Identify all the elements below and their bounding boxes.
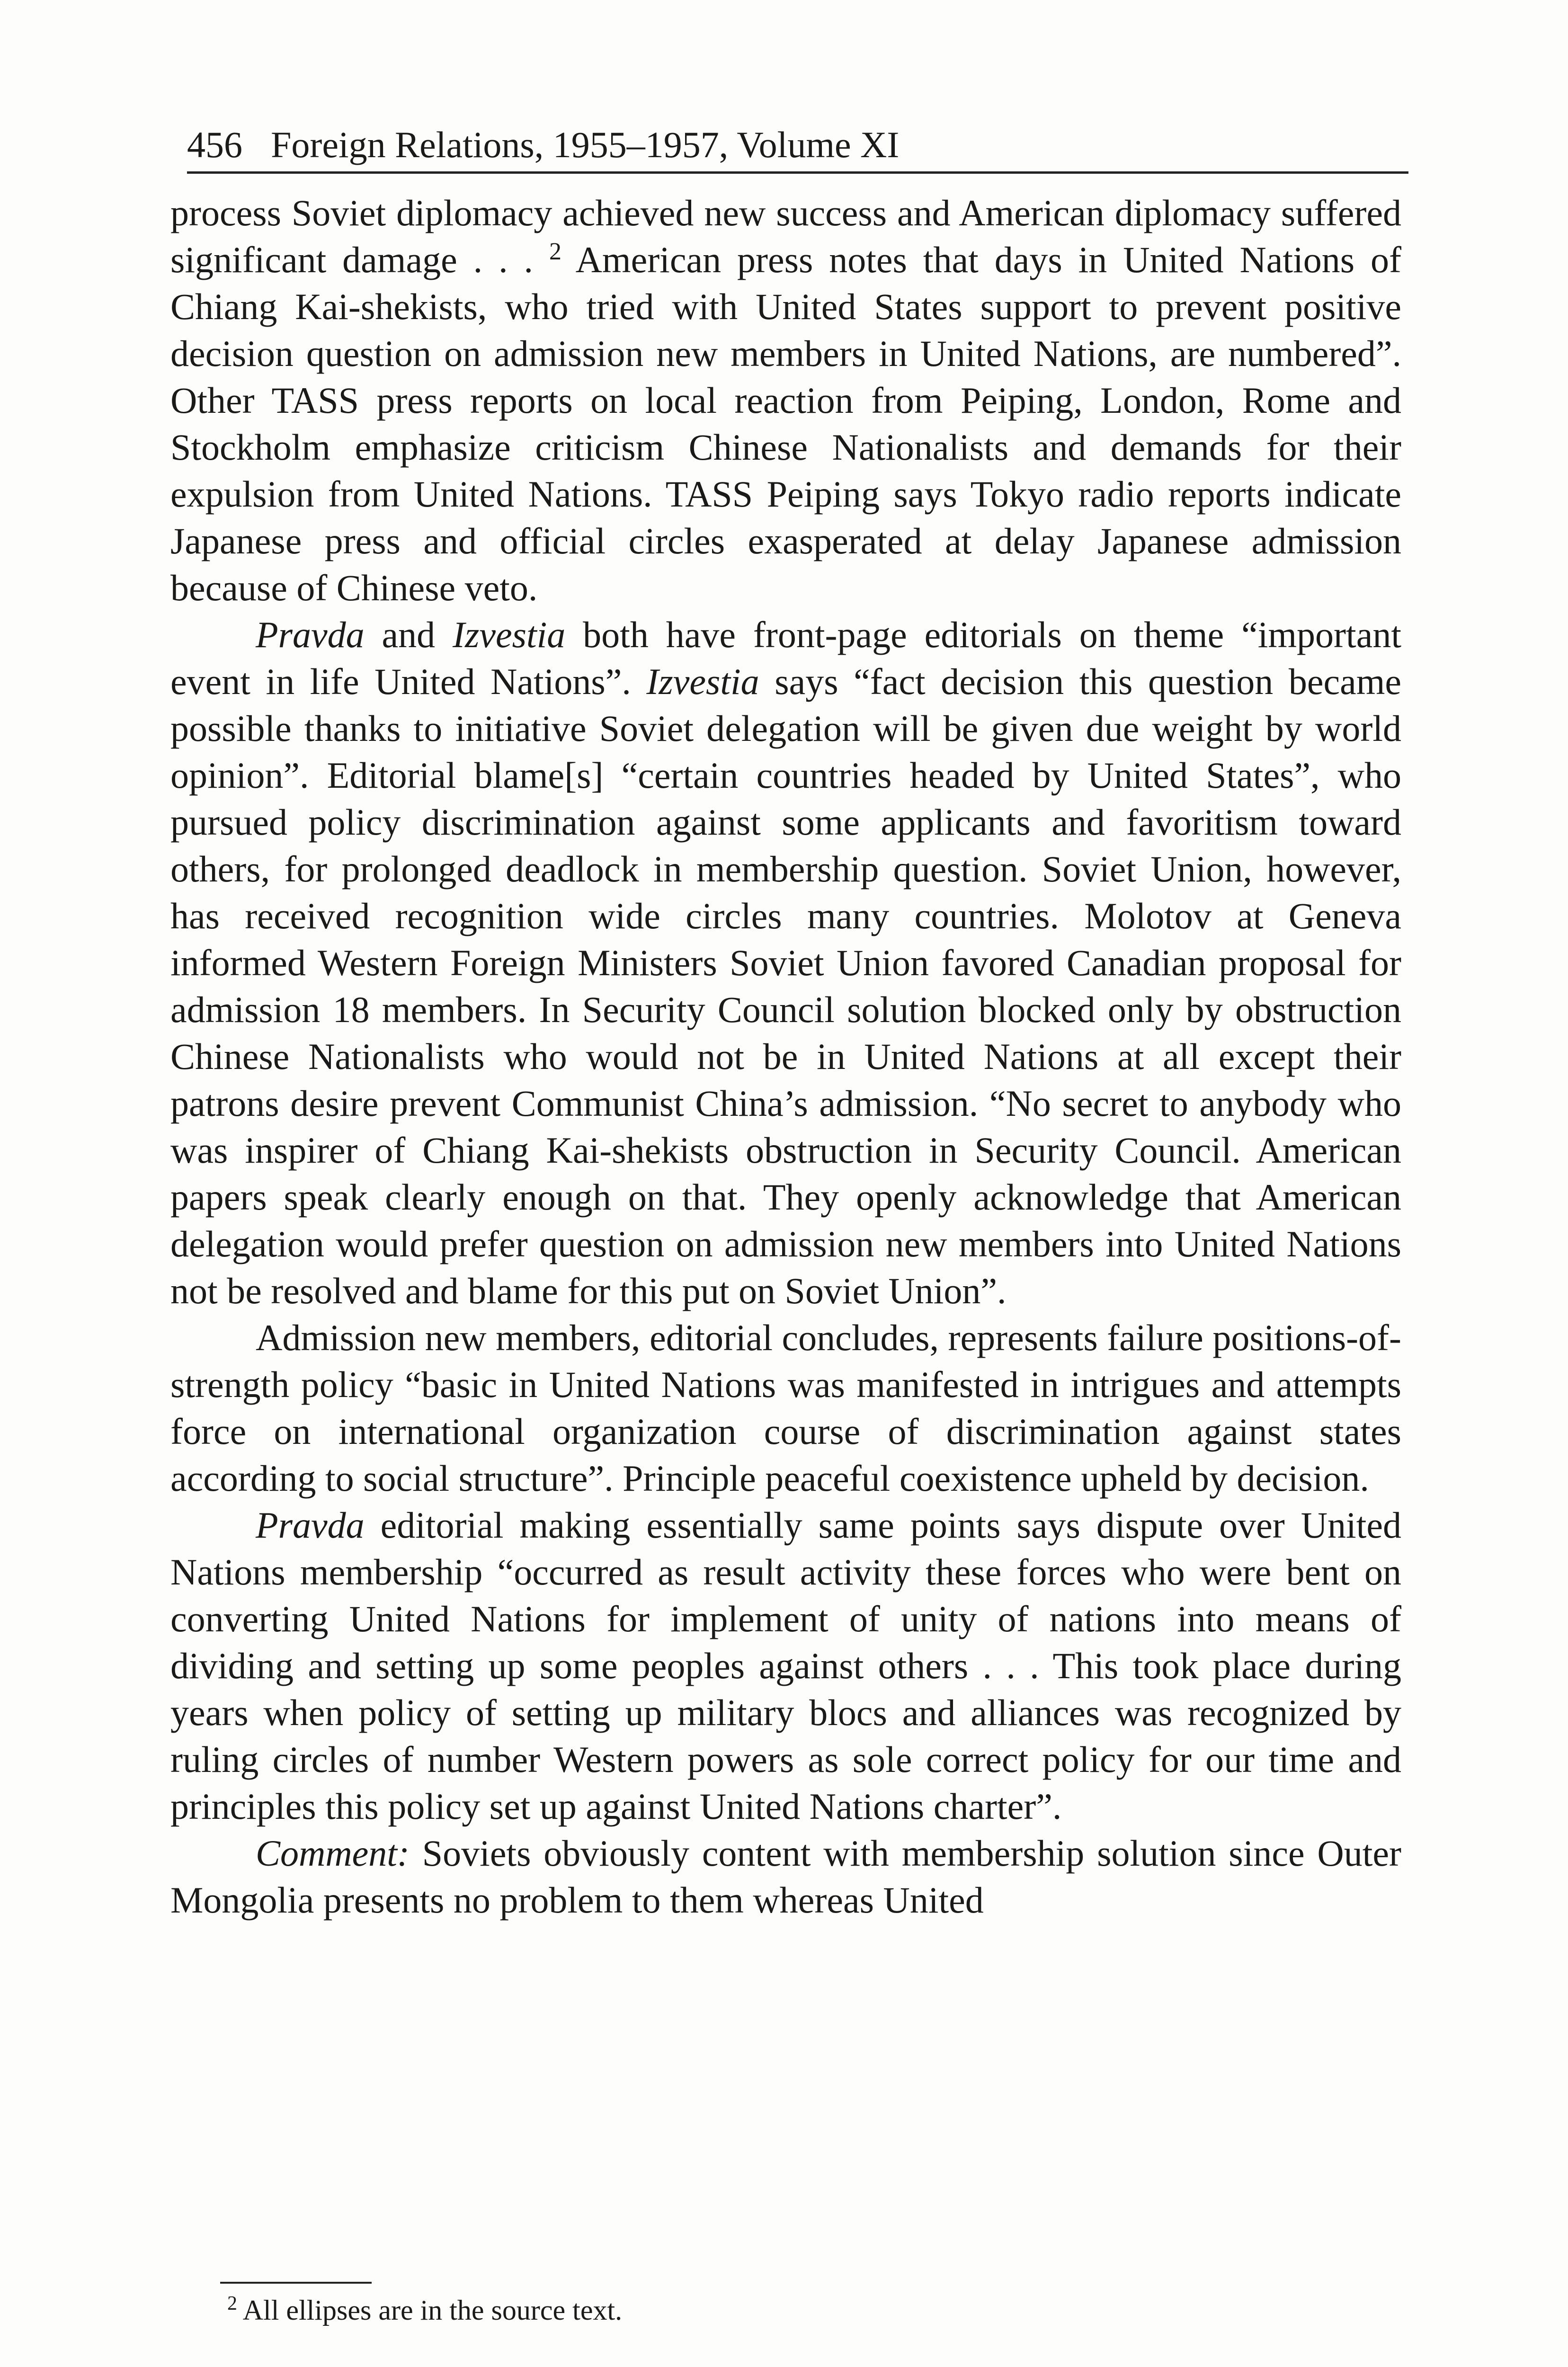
publication-name: Izvestia	[646, 661, 759, 702]
running-title: Foreign Relations, 1955–1957, Volume XI	[271, 124, 900, 165]
footnote-marker: 2	[227, 2293, 237, 2314]
publication-name: Pravda	[256, 1504, 365, 1546]
footnote-divider	[220, 2282, 372, 2284]
page-number: 456	[187, 124, 242, 165]
body-text	[170, 189, 1401, 1923]
footnote-text: All ellipses are in the source text.	[242, 2295, 623, 2326]
comment-label: Comment:	[256, 1833, 410, 1874]
paragraph-1: process Soviet diplomacy achieved new success and American diplomacy suffered significant damage . . . $^2$ American press notes that days in United Nations of Chiang Kai-shekists, who tried with United States support to prevent positive decision question on admission new members in United Nations, are numbered”. Other TASS press reports on local reaction from Peiping, London, Rome and Stockholm emphasize criticism Chinese Nationalists and demands for their expulsion from United Nations. TASS Peiping says Tokyo radio reports indicate Japanese press and official circles exasperated at delay Japanese admission because of Chinese veto.	[170, 192, 1402, 608]
publication-name: Pravda	[256, 614, 365, 655]
publication-name: Izvestia	[453, 614, 566, 655]
paragraph-4: Pravda editorial making essentially same points says dispute over United Nations membership “occurred as result activity these forces who were bent on converting United Nations for implement of unity of nations into means of dividing and setting up some peoples against others . . . This took place during years when policy of setting up military blocs and alliances was recognized by ruling circles of number Western powers as sole correct policy for our time and principles this policy set up against United Nations charter”.	[170, 1504, 1401, 1827]
paragraph-5: Comment: Soviets obviously content with membership solution since Outer Mongolia presents no problem to them whereas United	[170, 1833, 1401, 1921]
footnote	[227, 2291, 1363, 2329]
running-header	[187, 118, 1408, 174]
paragraph-3: Admission new members, editorial concludes, represents failure positions-of-strength policy “basic in United Nations was manifested in intrigues and attempts force on international organization course of discrimination against states according to social structure”. Principle peaceful coexistence upheld by decision.	[170, 1317, 1401, 1499]
footnote-reference: 2	[549, 238, 561, 265]
paragraph-2: Pravda and Izvestia both have front-page editorials on theme “important event in life United Nations”. Izvestia says “fact decision this question became possible thanks to initiative Soviet delegation will be given due weight by world opinion”. Editorial blame[s] “certain countries headed by United States”, who pursued policy discrimination against some applicants and favoritism toward others, for prolonged deadlock in membership question. Soviet Union, however, has received recognition wide circles many countries. Molotov at Geneva informed Western Foreign Ministers Soviet Union favored Canadian proposal for admission 18 members. In Security Council solution blocked only by obstruction Chinese Nationalists who would not be in United Nations at all except their patrons desire prevent Communist China’s admission. “No secret to anybody who was inspirer of Chiang Kai-shekists obstruction in Security Council. American papers speak clearly enough on that. They openly acknowledge that American delegation would prefer question on admission new members into United Nations not be resolved and blame for this put on Soviet Union”.	[170, 614, 1401, 1311]
